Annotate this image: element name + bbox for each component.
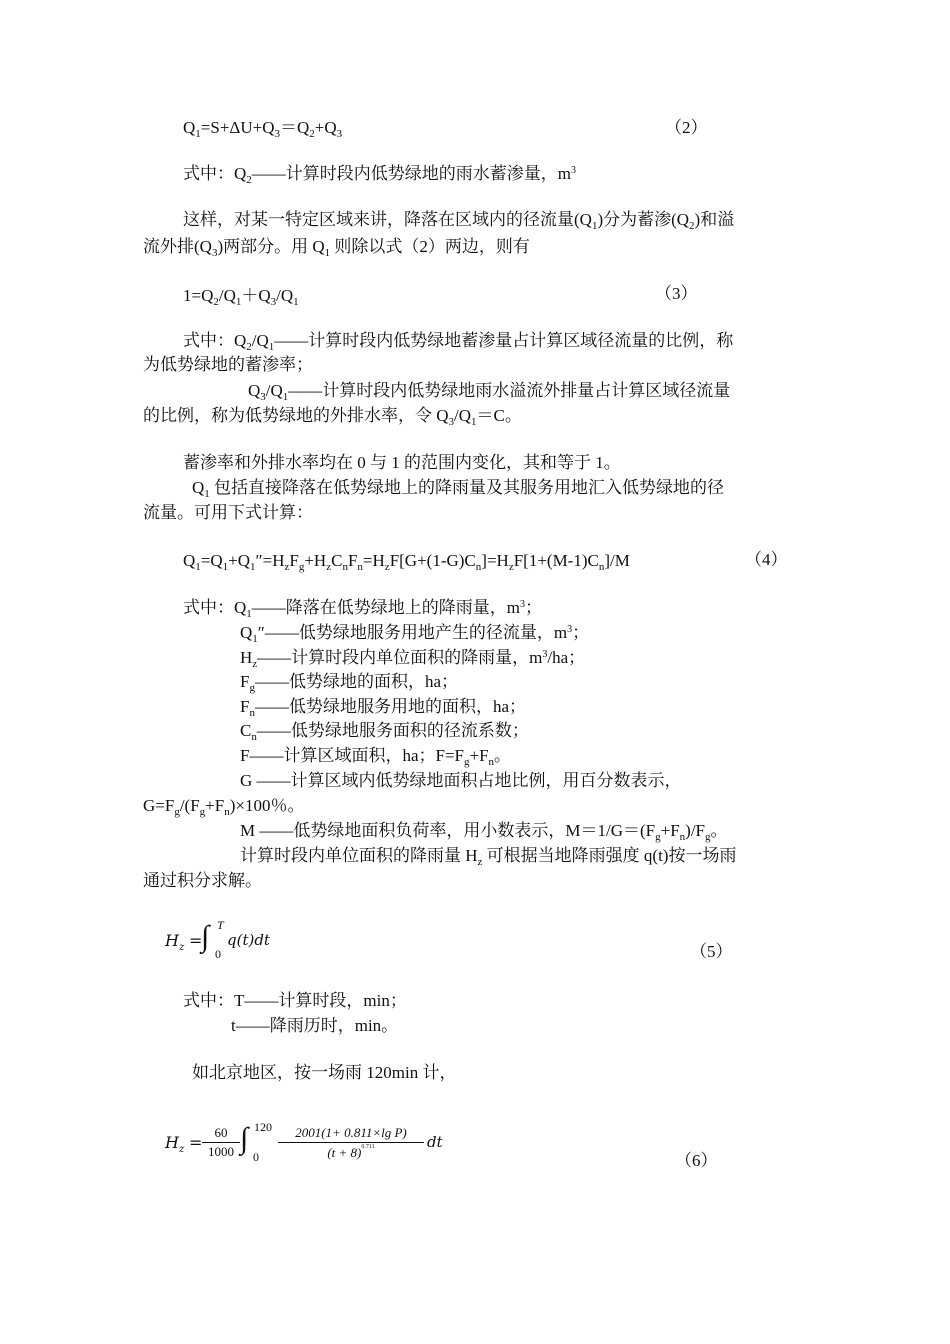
integral-sign-icon: ∫: [240, 1122, 249, 1155]
definition-line: 通过积分求解。: [143, 871, 262, 890]
equation-number-3: （3）: [655, 284, 698, 303]
definition-line: 计算时段内单位面积的降雨量 $H_z$ 可根据当地降雨强度 q(t)按一场雨: [240, 846, 737, 868]
definition-line: $G=F_g/(F_g+F_n)\times 100$％。: [143, 796, 305, 818]
definition-line: 式中：$Q_1——$降落在低势绿地上的降雨量，$m^3$；: [183, 598, 543, 620]
paragraph-line: 流量。可用下式计算：: [143, 503, 313, 522]
equation-4: $Q_1=Q_1+Q_1''=H_zF_g+H_zC_nF_n=H_zF[G+(1-G)C_n]=H_zF[1+(M-1)C_n]/M$: [183, 551, 630, 573]
definition-line: $Q_1''——$低势绿地服务用地产生的径流量，$m^3$；: [240, 623, 590, 645]
equation-number-6: （6）: [675, 1151, 718, 1170]
definition-line: 式中：$Q_2/Q_1——$计算时段内低势绿地蓄渗量占计算区域径流量的比例，称: [183, 331, 734, 353]
definition-line: $F_n——$低势绿地服务用地的面积，ha；: [240, 697, 527, 719]
paragraph-line: 蓄渗率和外排水率均在 0 与 1 的范围内变化，其和等于 1。: [183, 453, 621, 472]
equation-number-2: （2）: [665, 118, 708, 137]
equation-number-4: （4）: [745, 550, 788, 569]
definition-line: 为低势绿地的蓄渗率；: [143, 355, 313, 374]
definition-line: t——降雨历时，min。: [231, 1016, 399, 1035]
paragraph-line: 流外排$(Q_3)$两部分。用 $Q_1$ 则除以式（2）两边，则有: [143, 237, 530, 259]
paragraph-line: $Q_1$ 包括直接降落在低势绿地上的降雨量及其服务用地汇入低势绿地的径: [192, 478, 725, 500]
equation-number-5: （5）: [690, 942, 733, 961]
definition-line: $H_z——$计算时段内单位面积的降雨量，$m^3/ha$；: [240, 648, 586, 670]
integral-sign-icon: ∫: [201, 920, 210, 953]
definition-line: $F_g——$低势绿地的面积，ha；: [240, 672, 459, 694]
q2-definition: 式中：$Q_2——$计算时段内低势绿地的雨水蓄渗量，$m^3$: [183, 164, 577, 186]
equation-2: $Q_1=S+\Delta U+Q_3=Q_2+Q_3$: [183, 118, 343, 140]
definition-line: F——计算区域面积，ha；$F=F_g+F_n$。: [240, 746, 512, 768]
equation-3: $1=Q_2/Q_1+Q_3/Q_1$: [183, 286, 299, 308]
definition-line: 式中：T——计算时段，min；: [183, 991, 407, 1010]
definition-line: $Q_3/Q_1——$计算时段内低势绿地雨水溢流外排量占计算区域径流量: [248, 381, 731, 403]
paragraph-line: 这样，对某一特定区域来讲，降落在区域内的径流量$(Q_1)$分为蓄渗$(Q_2)$和溢: [183, 210, 735, 232]
paragraph-line: 如北京地区，按一场雨 120min 计，: [192, 1063, 457, 1082]
definition-line: $C_n——$低势绿地服务面积的径流系数；: [240, 721, 529, 743]
definition-line: 的比例，称为低势绿地的外排水率，令 $Q_3/Q_1=C$。: [143, 406, 522, 428]
definition-line: G ——计算区域内低势绿地面积占地比例，用百分数表示，: [240, 771, 682, 790]
definition-line: M ——低势绿地面积负荷率，用小数表示，$M=1/G=(F_g+F_n)/F_g$。: [240, 821, 728, 843]
